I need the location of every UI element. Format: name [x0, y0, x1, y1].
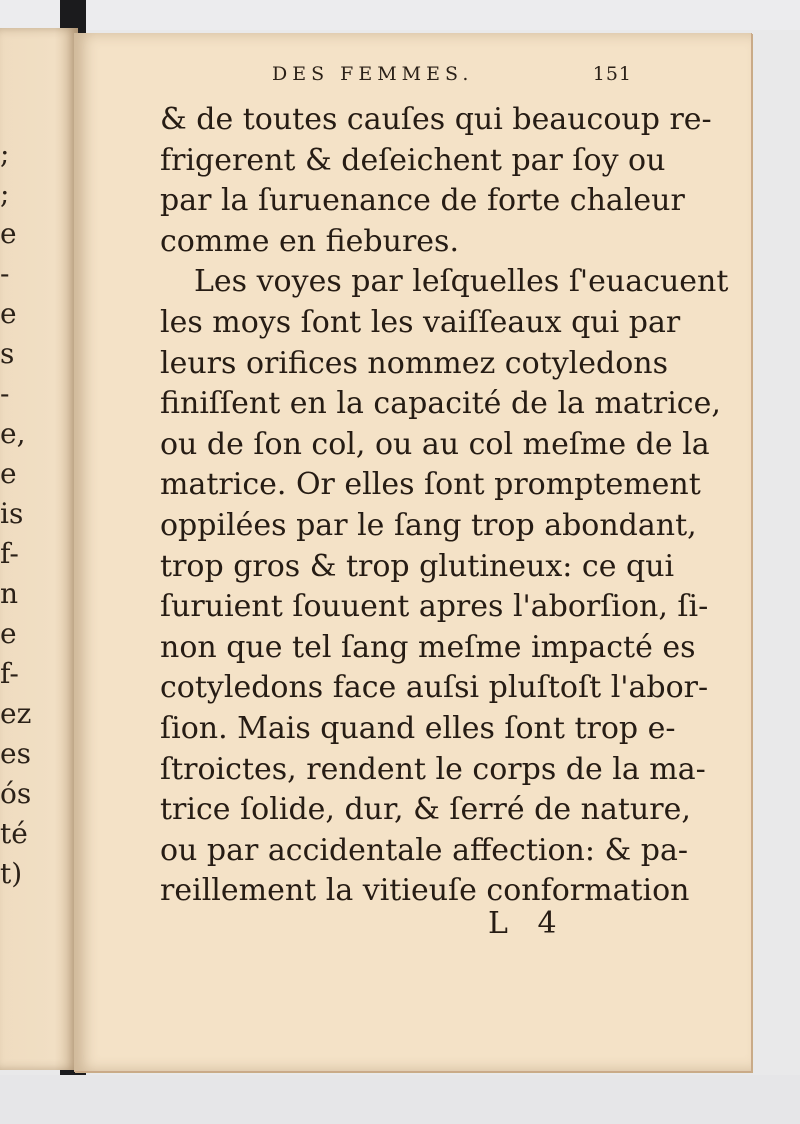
- text-line: leurs orifices nommez cotyledons: [160, 345, 669, 381]
- text-line: ou de ſon col, ou au col meſme de la: [160, 426, 710, 462]
- margin-glyph: e: [0, 457, 17, 490]
- text-line: & de toutes cauſes qui beaucoup re-: [160, 102, 712, 137]
- margin-glyph: e,: [0, 417, 26, 450]
- margin-glyph: n: [0, 577, 19, 610]
- left-page-edge: [0, 28, 78, 1070]
- margin-glyph: f-: [0, 657, 19, 690]
- text-line: matrice. Or elles ſont promptement: [160, 467, 701, 503]
- margin-glyph: is: [0, 497, 24, 530]
- text-line: ſtroictes, rendent le corps de la ma-: [160, 751, 706, 787]
- text-line: ou par accidentale affection: & pa-: [160, 832, 688, 868]
- text-line: par la ſuruenance de forte chaleur: [160, 183, 685, 219]
- margin-glyph: -: [0, 377, 10, 410]
- margin-glyph: t): [0, 857, 23, 890]
- text-line: reillement la vitieuſe conformation: [160, 873, 690, 909]
- margin-glyph: e: [0, 217, 17, 250]
- margin-glyph: ;: [0, 137, 10, 170]
- left-page-margin-text: [0, 28, 40, 1070]
- margin-glyph: ;: [0, 177, 10, 210]
- margin-glyph: ez: [0, 697, 32, 730]
- margin-glyph: es: [0, 737, 31, 770]
- page-number: 151: [592, 63, 632, 85]
- text-line: ſion. Mais quand elles ſont trop e-: [160, 710, 676, 746]
- margin-glyph: e: [0, 617, 17, 650]
- text-line: comme en fiebures.: [160, 223, 459, 259]
- text-line: cotyledons face auſsi pluſtoſt l'abor-: [160, 670, 709, 706]
- running-title: DES FEMMES.: [272, 63, 474, 85]
- signature-mark: L 4: [488, 906, 567, 941]
- margin-glyph: ós: [0, 777, 32, 810]
- text-line: non que tel ſang meſme impacté es: [160, 629, 696, 665]
- text-line: oppilées par le ſang trop abondant,: [160, 507, 697, 543]
- margin-glyph: té: [0, 817, 28, 850]
- margin-glyph: s: [0, 337, 15, 370]
- text-line: Les voyes par leſquelles ſ'euacuent: [194, 264, 729, 300]
- text-line: trice ſolide, dur, & ſerré de nature,: [160, 792, 691, 828]
- body-text: [160, 100, 729, 912]
- margin-glyph: f-: [0, 537, 19, 570]
- text-line: finiſſent en la capacité de la matrice,: [160, 386, 721, 422]
- background-bottom: [0, 1075, 800, 1124]
- background-top: [0, 0, 800, 30]
- page-header: [272, 63, 632, 93]
- text-line: trop gros & trop glutineux: ce qui: [160, 548, 675, 584]
- margin-glyph: -: [0, 257, 10, 290]
- text-line: les moys ſont les vaiſſeaux qui par: [160, 304, 681, 340]
- margin-glyph: e: [0, 297, 17, 330]
- text-line: frigerent & deſeichent par ſoy ou: [160, 142, 666, 178]
- text-line: ſuruient ſouuent apres l'aborſion, ſi-: [160, 589, 709, 625]
